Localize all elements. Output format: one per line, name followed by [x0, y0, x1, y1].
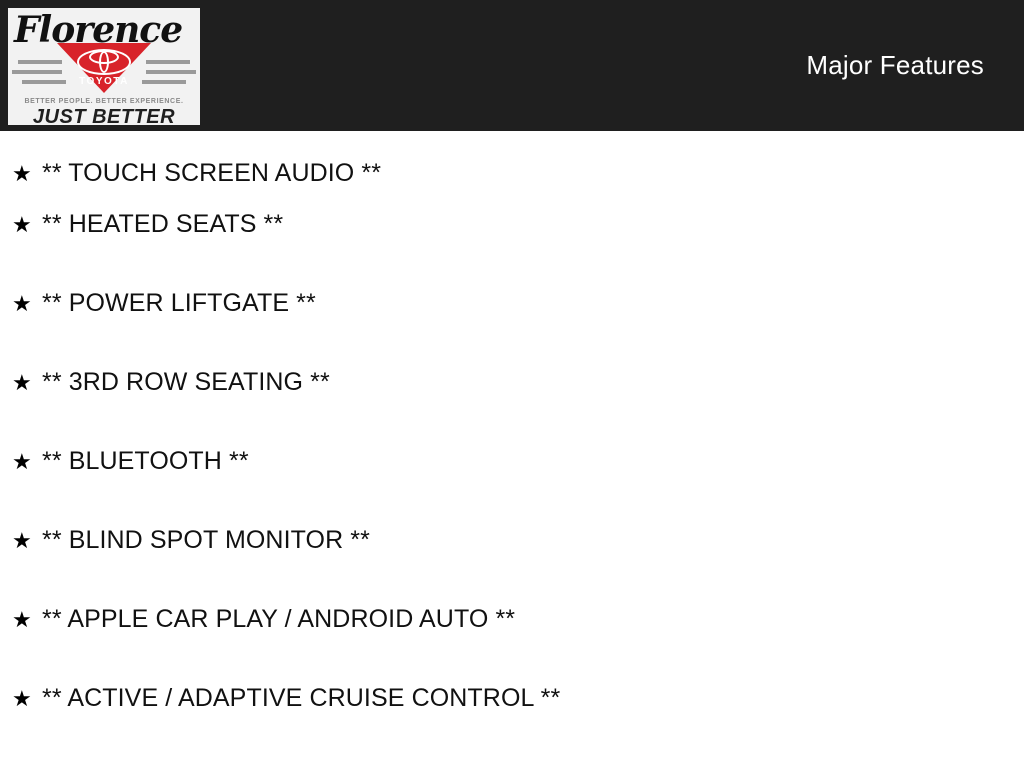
star-icon: ★	[12, 450, 32, 475]
feature-label: ** 3RD ROW SEATING **	[42, 368, 330, 396]
feature-label: ** BLUETOOTH **	[42, 447, 249, 475]
features-list	[0, 131, 1024, 763]
list-item	[0, 526, 1024, 605]
logo-tagline-big: JUST BETTER	[32, 106, 176, 125]
feature-label: ** BLIND SPOT MONITOR **	[42, 526, 370, 554]
header-bar	[0, 0, 1024, 131]
feature-label: ** HEATED SEATS **	[42, 210, 284, 238]
star-icon: ★	[12, 162, 32, 187]
logo-tagline-small: BETTER PEOPLE. BETTER EXPERIENCE.	[24, 98, 184, 105]
page-title: Major Features	[806, 50, 984, 80]
logo-wing-left-2	[12, 70, 62, 74]
dealer-logo[interactable]	[8, 8, 200, 125]
list-item	[0, 289, 1024, 368]
star-icon: ★	[12, 371, 32, 396]
feature-label: ** APPLE CAR PLAY / ANDROID AUTO **	[42, 605, 516, 633]
feature-label: ** POWER LIFTGATE **	[42, 289, 316, 317]
dealer-name-script: Florence	[14, 9, 183, 51]
feature-label: ** ACTIVE / ADAPTIVE CRUISE CONTROL **	[42, 684, 561, 712]
list-item	[0, 605, 1024, 684]
star-icon: ★	[12, 213, 32, 238]
star-icon: ★	[12, 608, 32, 633]
logo-inner	[8, 8, 200, 125]
feature-label: ** TOUCH SCREEN AUDIO **	[42, 159, 382, 187]
logo-wing-left-1	[18, 60, 62, 64]
list-item	[0, 131, 1024, 210]
toyota-ovals-icon	[77, 49, 131, 75]
star-icon: ★	[12, 529, 32, 554]
star-icon: ★	[12, 687, 32, 712]
list-item	[0, 368, 1024, 447]
list-item	[0, 684, 1024, 763]
logo-wing-right-1	[146, 60, 190, 64]
list-item	[0, 447, 1024, 526]
logo-wing-right-2	[146, 70, 196, 74]
toyota-wordmark: TOYOTA	[79, 76, 129, 87]
list-item	[0, 210, 1024, 289]
star-icon: ★	[12, 292, 32, 317]
